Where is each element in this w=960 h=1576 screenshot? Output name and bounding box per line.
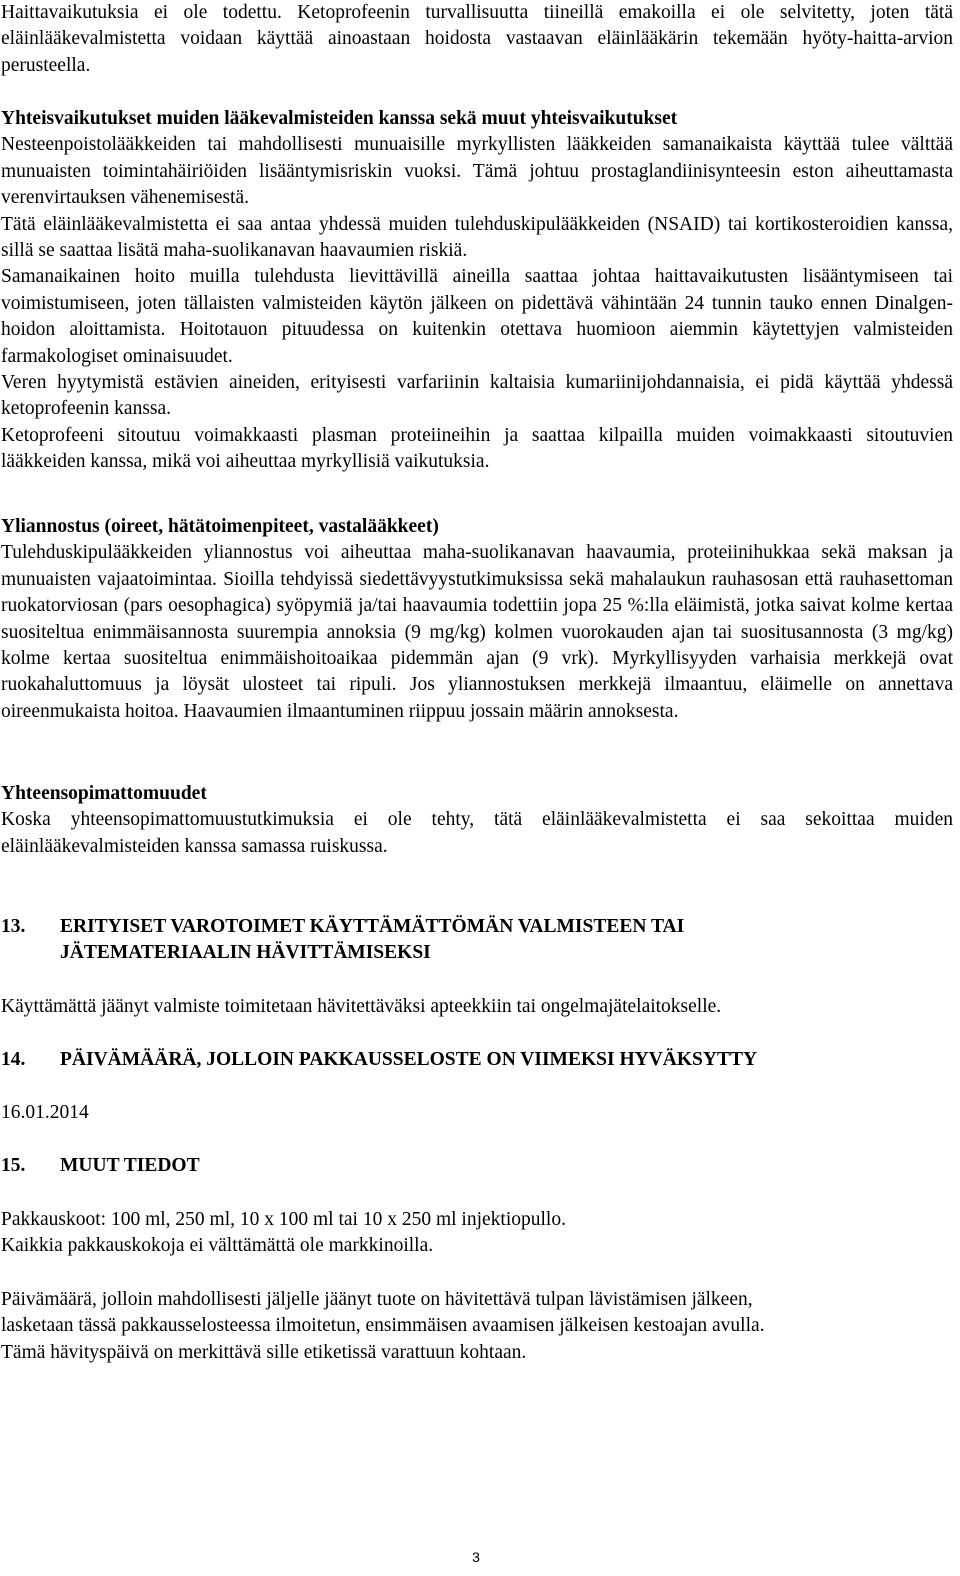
incompatibilities-paragraph: Koska yhteensopimattomuustutkimuksia ei ole tehty, tätä eläinlääkevalmistetta ei saa sekoittaa muiden eläinlääkevalmisteiden kanssa samassa ruiskussa. <box>1 809 953 857</box>
section-14-title: PÄIVÄMÄÄRÄ, JOLLOIN PAKKAUSSELOSTE ON VIIMEKSI HYVÄKSYTTY <box>60 1049 758 1070</box>
expiry-info-block <box>1 1287 953 1366</box>
interactions-section <box>1 106 953 476</box>
approval-date: 16.01.2014 <box>1 1102 89 1123</box>
interactions-paragraph-5: Ketoprofeeni sitoutuu voimakkaasti plasman proteiineihin ja saattaa kilpailla muiden voimakkaasti sitoutuvien lääkkeiden kanssa, mikä voi aiheuttaa myrkyllisiä vaikutuksia. <box>1 424 953 473</box>
section-15-heading <box>1 1153 953 1179</box>
section-13-heading <box>1 914 953 967</box>
interactions-paragraph-2: Tätä eläinlääkevalmistetta ei saa antaa yhdessä muiden tulehduskipulääkkeiden (NSAID) tai kortikosteroidien kanssa, sillä se saattaa lisätä maha-suolikanavan haavaumien riskiä. <box>1 213 953 262</box>
overdose-heading: Yliannostus (oireet, hätätoimenpiteet, vastalääkkeet) <box>1 516 439 537</box>
section-15-title: MUUT TIEDOT <box>60 1155 200 1176</box>
expiry-line-3: Tämä hävityspäivä on merkittävä sille etiketissä varattuun kohtaan. <box>1 1341 527 1363</box>
incompatibilities-heading: Yhteensopimattomuudet <box>1 783 207 804</box>
incompatibilities-section <box>1 781 953 860</box>
overdose-section <box>1 514 953 725</box>
interactions-paragraph-4: Veren hyytymistä estävien aineiden, erityisesti varfariinin kaltaisia kumariinijohdannaisia, ei pidä käyttää yhdessä ketoprofeenin kanssa. <box>1 372 953 420</box>
section-14-heading <box>1 1047 953 1073</box>
pack-sizes-line: Pakkauskoot: 100 ml, 250 ml, 10 x 100 ml tai 10 x 250 ml injektiopullo. <box>1 1209 566 1230</box>
section-13-title-line-2: JÄTEMATERIAALIN HÄVITTÄMISEKSI <box>60 942 431 964</box>
section-13-number: 13. <box>1 916 26 937</box>
interactions-paragraph-3: Samanaikainen hoito muilla tulehdusta lievittävillä aineilla saattaa johtaa haittavaikutusten lisääntymiseen tai voimistumiseen, joten tällaisten valmisteiden käytön jälkeen on pidettävä vähintään 24 tunnin tauko ennen Dinalgen-hoidon aloittamista. Hoitotauon pituudessa on kuitenkin otettava huomioon aiemmin käytettyjen valmisteiden farmakologiset ominaisuudet. <box>1 266 953 367</box>
section-14-number: 14. <box>1 1049 26 1070</box>
overdose-paragraph: Tulehduskipulääkkeiden yliannostus voi aiheuttaa maha-suolikanavan haavaumia, proteiinihukkaa sekä maksan ja munuaisten vajaatoimintaa. Sioilla tehdyissä siedettävyystutkimuksissa sekä mahalaukun rauhasosan että rauhasettoman ruokatorviosan (pars oesophagica) syöpymiä ja/tai haavaumia todettiin jopa 25 %:lla eläimistä, jotka saivat kolme kertaa suositeltua enimmäisannosta suurempia annoksia (9 mg/kg) kolmen vuorokauden ajan tai suositusannosta (3 mg/kg) kolme kertaa suositeltua enimmäishoitoaikaa pidemmän ajan (9 vrk). Myrkyllisyyden varhaisia merkkejä ovat ruokahaluttomuus ja löysät ulosteet tai ripuli. Jos yliannostuksen merkkejä ilmaantuu, eläimelle on annettava oireenmukaista hoitoa. Haavaumien ilmaantuminen riippuu jossain määrin annoksesta. <box>1 542 953 722</box>
disposal-paragraph: Käyttämättä jäänyt valmiste toimitetaan hävitettäväksi apteekkiin tai ongelmajätelaitokselle. <box>1 996 722 1017</box>
pack-sizes-block <box>1 1207 953 1260</box>
section-13-title-line-1: ERITYISET VAROTOIMET KÄYTTÄMÄTTÖMÄN VALMISTEEN TAI <box>60 916 685 937</box>
interactions-heading: Yhteisvaikutukset muiden lääkevalmisteiden kanssa sekä muut yhteisvaikutukset <box>1 108 678 129</box>
expiry-line-1: Päivämäärä, jolloin mahdollisesti jäljelle jäänyt tuote on hävitettävä tulpan lävistämisen jälkeen, <box>1 1289 753 1310</box>
pack-marketing-line: Kaikkia pakkauskokoja ei välttämättä ole markkinoilla. <box>1 1235 434 1257</box>
interactions-paragraph-1: Nesteenpoistolääkkeiden tai mahdollisesti munuaisille myrkyllisten lääkkeiden samanaikaista käyttää tulee välttää munuaisten toimintahäiriöiden lisääntymisriskin vuoksi. Tämä johtuu prostaglandiinisynteesin eston aiheuttamasta verenvirtauksen vähenemisestä. <box>1 134 953 209</box>
section-15-number: 15. <box>1 1155 26 1176</box>
page-number: 3 <box>472 1549 480 1565</box>
adverse-effects-paragraph: Haittavaikutuksia ei ole todettu. Ketoprofeenin turvallisuutta tiineillä emakoilla ei ole selvitetty, joten tätä eläinlääkevalmistetta voidaan käyttää ainoastaan hoidosta vastaavan eläinlääkärin tekemään hyöty-haitta-arvion perusteella. <box>1 2 953 76</box>
expiry-line-2: lasketaan tässä pakkausselosteessa ilmoitetun, ensimmäisen avaamisen jälkeisen kestoajan avulla. <box>1 1315 765 1337</box>
